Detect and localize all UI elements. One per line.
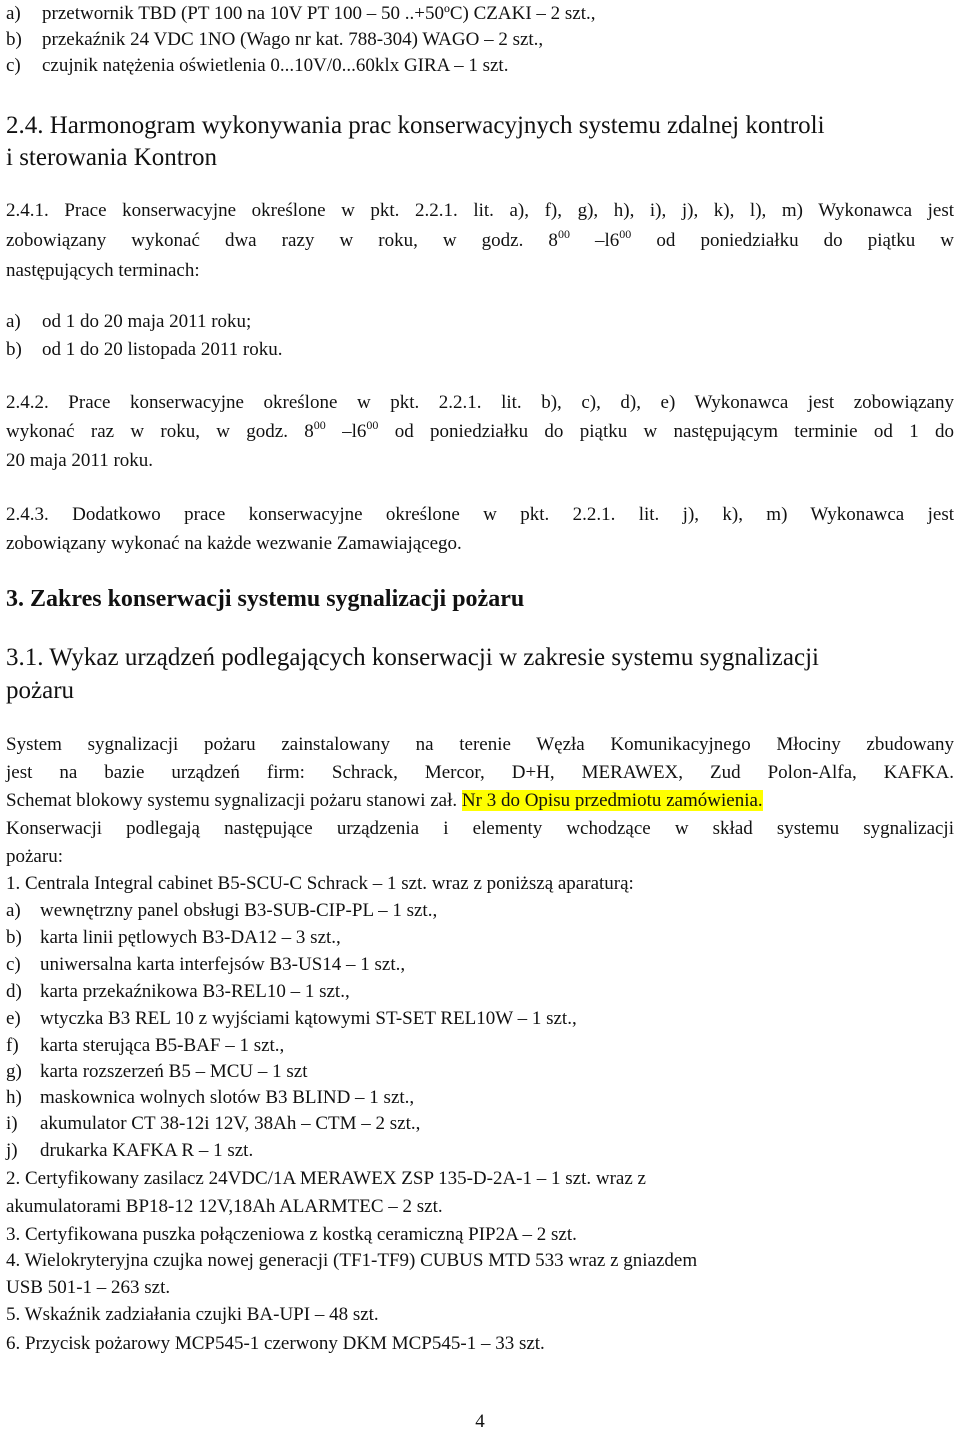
list-item bbox=[6, 2, 596, 26]
sub-item-text: maskownica wolnych slotów B3 BLIND – 1 szt., bbox=[40, 1087, 415, 1108]
sub-item bbox=[6, 926, 341, 950]
list-label: b) bbox=[6, 29, 22, 50]
sub-item bbox=[6, 1112, 420, 1136]
sub-item-label: b) bbox=[6, 927, 22, 948]
list-item bbox=[6, 54, 508, 78]
page-number: 4 bbox=[475, 1411, 485, 1432]
list-item bbox=[6, 310, 251, 334]
section-2-4-3-line2: zobowiązany wykonać na każde wezwanie Zamawiającego. bbox=[6, 533, 462, 554]
paragraph-line5: pożaru: bbox=[6, 846, 63, 867]
text-run: od poniedziałku do piątku w bbox=[631, 230, 954, 251]
sub-item-text: karta linii pętlowych B3-DA12 – 3 szt., bbox=[40, 927, 341, 948]
sub-item-text: akumulator CT 38-12i 12V, 38Ah – CTM – 2 szt., bbox=[40, 1113, 421, 1134]
sub-item bbox=[6, 899, 437, 923]
list-item bbox=[6, 338, 282, 362]
list-item bbox=[6, 28, 543, 52]
sub-item-label: c) bbox=[6, 954, 21, 975]
sub-item-label: h) bbox=[6, 1087, 22, 1108]
sub-item-label: j) bbox=[6, 1140, 18, 1161]
sub-item-text: wewnętrzny panel obsługi B3-SUB-CIP-PL – 1 szt., bbox=[40, 900, 438, 921]
item-6: 6. Przycisk pożarowy MCP545-1 czerwony DKM MCP545-1 – 33 szt. bbox=[6, 1333, 545, 1354]
paragraph-line1: System sygnalizacji pożaru zainstalowany na terenie Węzła Komunikacyjnego Młociny zbudowany bbox=[6, 734, 954, 755]
sub-item bbox=[6, 1007, 577, 1031]
section-2-4-title-line1: 2.4. Harmonogram wykonywania prac konserwacyjnych systemu zdalnej kontroli bbox=[6, 112, 825, 139]
section-3-1-title-line2: pożaru bbox=[6, 677, 75, 704]
section-2-4-1-line1: 2.4.1. Prace konserwacyjne określone w pkt. 2.2.1. lit. a), f), g), h), i), j), k), l), m) Wykonawca jest bbox=[6, 200, 954, 221]
list-text: od 1 do 20 maja 2011 roku; bbox=[42, 311, 252, 332]
highlighted-text: Nr 3 do Opisu przedmiotu zamówienia. bbox=[461, 790, 763, 811]
sub-item-label: i) bbox=[6, 1113, 18, 1134]
section-3-1-title-line1: 3.1. Wykaz urządzeń podlegających konserwacji w zakresie systemu sygnalizacji bbox=[6, 644, 819, 671]
superscript: 00 bbox=[313, 418, 326, 432]
section-2-4-1-line2 bbox=[6, 229, 954, 253]
list-label: a) bbox=[6, 3, 21, 24]
item-3: 3. Certyfikowana puszka połączeniowa z kostką ceramiczną PIP2A – 2 szt. bbox=[6, 1224, 577, 1245]
sub-item-text: karta sterująca B5-BAF – 1 szt., bbox=[40, 1035, 285, 1056]
sub-item-label: f) bbox=[6, 1035, 19, 1056]
section-2-4-1-line3: następujących terminach: bbox=[6, 260, 200, 281]
text-run: od poniedziałku do piątku w następującym terminie od 1 do bbox=[378, 421, 955, 442]
sub-item-text: karta przekaźnikowa B3-REL10 – 1 szt., bbox=[40, 981, 350, 1002]
section-2-4-3-line1: 2.4.3. Dodatkowo prace konserwacyjne określone w pkt. 2.2.1. lit. j), k), m) Wykonawca jest bbox=[6, 504, 954, 525]
list-text: od 1 do 20 listopada 2011 roku. bbox=[42, 339, 283, 360]
sub-item-label: a) bbox=[6, 900, 21, 921]
section-2-4-2-line2 bbox=[6, 420, 954, 444]
item-1: 1. Centrala Integral cabinet B5-SCU-C Schrack – 1 szt. wraz z poniższą aparaturą: bbox=[6, 873, 634, 894]
list-text: przetwornik TBD (PT 100 na 10V PT 100 – 50 ..+50ºC) CZAKI – 2 szt., bbox=[42, 3, 596, 24]
sub-item bbox=[6, 980, 350, 1004]
text-run: –l6 bbox=[325, 421, 367, 442]
text-run: wykonać raz w roku, w godz. 8 bbox=[6, 421, 314, 442]
superscript: 00 bbox=[619, 227, 632, 241]
item-4-line2: USB 501-1 – 263 szt. bbox=[6, 1277, 171, 1298]
paragraph-line2: jest na bazie urządzeń firm: Schrack, Mercor, D+H, MERAWEX, Zud Polon-Alfa, KAFKA. bbox=[6, 762, 954, 783]
sub-item bbox=[6, 1060, 308, 1084]
section-2-4-title-line2: i sterowania Kontron bbox=[6, 144, 218, 171]
list-label: c) bbox=[6, 55, 21, 76]
sub-item-text: drukarka KAFKA R – 1 szt. bbox=[40, 1140, 254, 1161]
sub-item-label: e) bbox=[6, 1008, 21, 1029]
sub-item bbox=[6, 1086, 414, 1110]
superscript: 00 bbox=[557, 227, 570, 241]
item-2-line1: 2. Certyfikowany zasilacz 24VDC/1A MERAWEX ZSP 135-D-2A-1 – 1 szt. wraz z bbox=[6, 1168, 646, 1189]
item-4-line1: 4. Wielokryteryjna czujka nowej generacji (TF1-TF9) CUBUS MTD 533 wraz z gniazdem bbox=[6, 1250, 698, 1271]
section-2-4-2-line3: 20 maja 2011 roku. bbox=[6, 450, 154, 471]
text-run: zobowiązany wykonać dwa razy w roku, w godz. 8 bbox=[6, 230, 558, 251]
list-text: przekaźnik 24 VDC 1NO (Wago nr kat. 788-304) WAGO – 2 szt., bbox=[42, 29, 544, 50]
sub-item-label: d) bbox=[6, 981, 22, 1002]
item-5: 5. Wskaźnik zadziałania czujki BA-UPI – 48 szt. bbox=[6, 1304, 379, 1325]
paragraph-line3 bbox=[6, 789, 763, 813]
sub-item-text: wtyczka B3 REL 10 z wyjściami kątowymi ST-SET REL10W – 1 szt., bbox=[40, 1008, 577, 1029]
list-label: a) bbox=[6, 311, 21, 332]
sub-item-label: g) bbox=[6, 1061, 22, 1082]
superscript: 00 bbox=[366, 418, 379, 432]
text-run: Schemat blokowy systemu sygnalizacji pożaru stanowi zał. bbox=[6, 790, 462, 811]
sub-item bbox=[6, 1139, 253, 1163]
sub-item bbox=[6, 953, 405, 977]
item-2-line2: akumulatorami BP18-12 12V,18Ah ALARMTEC – 2 szt. bbox=[6, 1196, 443, 1217]
section-3-title: 3. Zakres konserwacji systemu sygnalizacji pożaru bbox=[6, 586, 525, 612]
list-label: b) bbox=[6, 339, 22, 360]
sub-item-text: karta rozszerzeń B5 – MCU – 1 szt bbox=[40, 1061, 308, 1082]
text-run: –l6 bbox=[569, 230, 620, 251]
list-text: czujnik natężenia oświetlenia 0...10V/0...60klx GIRA – 1 szt. bbox=[42, 55, 509, 76]
sub-item-text: uniwersalna karta interfejsów B3-US14 – 1 szt., bbox=[40, 954, 406, 975]
section-2-4-2-line1: 2.4.2. Prace konserwacyjne określone w pkt. 2.2.1. lit. b), c), d), e) Wykonawca jest zobowiązany bbox=[6, 392, 954, 413]
paragraph-line4: Konserwacji podlegają następujące urządzenia i elementy wchodzące w skład systemu sygnalizacji bbox=[6, 818, 954, 839]
sub-item bbox=[6, 1034, 284, 1058]
